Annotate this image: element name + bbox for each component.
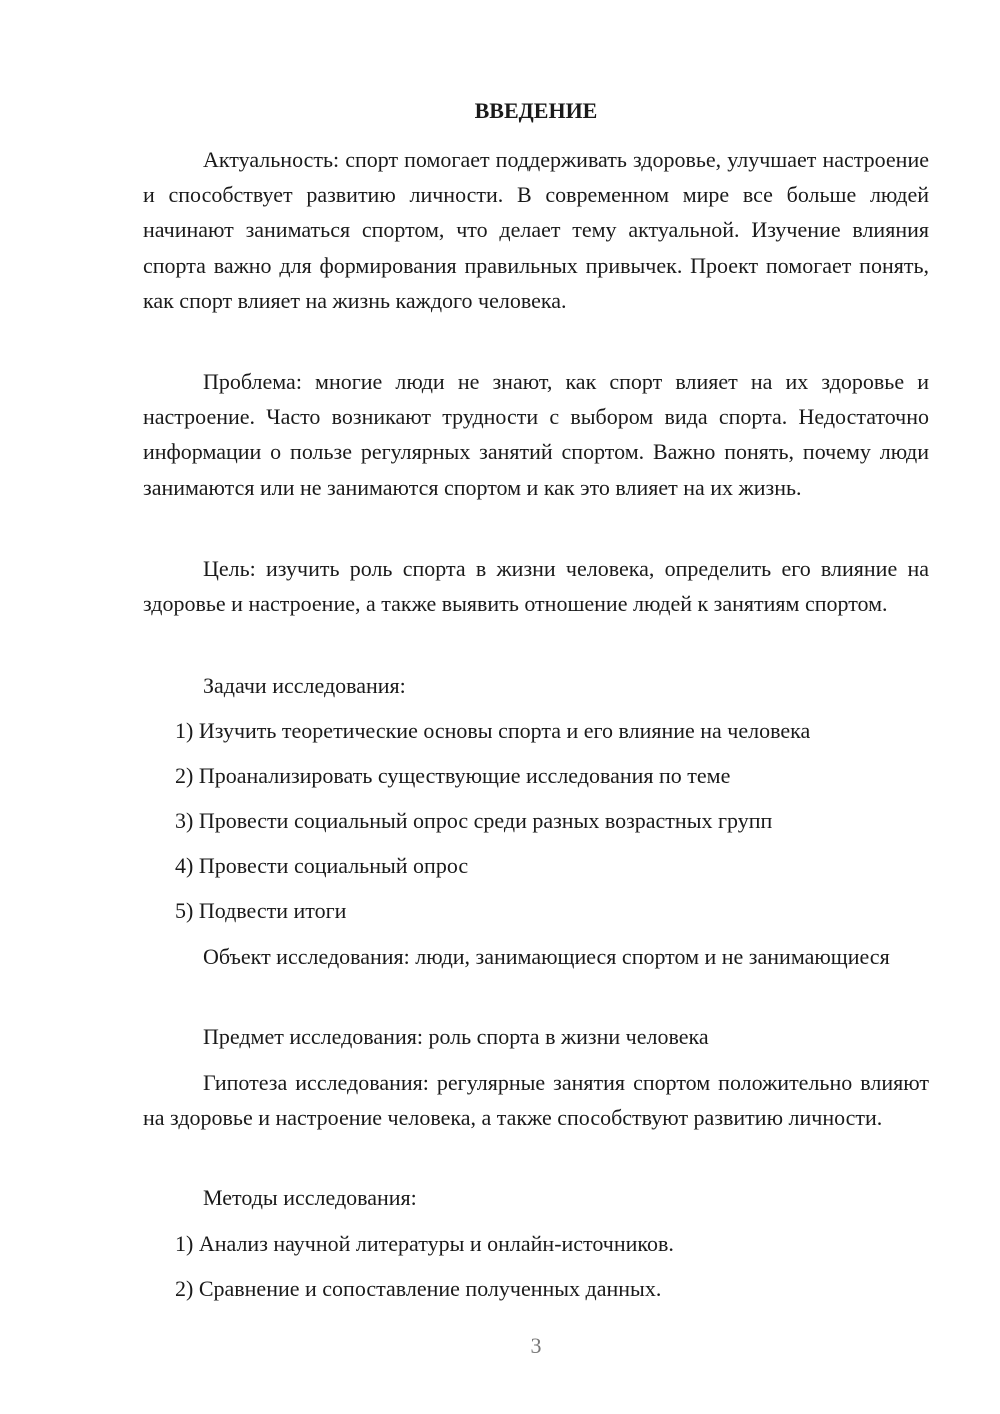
tasks-heading: Задачи исследования: bbox=[203, 673, 406, 698]
task-item-1: 1) Изучить теоретические основы спорта и его влияние на человека bbox=[175, 718, 811, 743]
hypothesis-paragraph: Гипотеза исследования: регулярные занятия спортом положительно влияют на здоровье и настроение человека, а также способствуют развитию личности. bbox=[143, 1070, 929, 1131]
page-number: 3 bbox=[530, 1333, 542, 1358]
task-item-2: 2) Проанализировать существующие исследования по теме bbox=[175, 763, 731, 788]
task-item-3: 3) Провести социальный опрос среди разных возрастных групп bbox=[175, 808, 773, 833]
page-title: ВВЕДЕНИЕ bbox=[474, 98, 598, 123]
method-item-2: 2) Сравнение и сопоставление полученных данных. bbox=[175, 1276, 662, 1301]
problem-paragraph: Проблема: многие люди не знают, как спорт влияет на их здоровье и настроение. Часто возникают трудности с выбором вида спорта. Недостаточно информации о пользе регулярных занятий спортом. Важно понять, почему люди занимаются или не занимаются спортом и как это влияет на их жизнь. bbox=[143, 369, 929, 500]
methods-heading: Методы исследования: bbox=[203, 1185, 417, 1210]
task-item-4: 4) Провести социальный опрос bbox=[175, 853, 469, 878]
goal-paragraph: Цель: изучить роль спорта в жизни человека, определить его влияние на здоровье и настроение, а также выявить отношение людей к занятиям спортом. bbox=[143, 556, 929, 617]
relevance-paragraph: Актуальность: спорт помогает поддерживать здоровье, улучшает настроение и способствует развитию личности. В современном мире все больше людей начинают заниматься спортом, что делает тему актуальной. Изучение влияния спорта важно для формирования правильных привычек. Проект помогает понять, как спорт влияет на жизнь каждого человека. bbox=[143, 147, 929, 313]
method-item-1: 1) Анализ научной литературы и онлайн-источников. bbox=[175, 1231, 674, 1256]
subject-paragraph: Предмет исследования: роль спорта в жизни человека bbox=[203, 1024, 709, 1049]
document-page bbox=[143, 0, 929, 1414]
object-paragraph: Объект исследования: люди, занимающиеся спортом и не занимающиеся bbox=[203, 944, 890, 969]
task-item-5: 5) Подвести итоги bbox=[175, 898, 347, 923]
